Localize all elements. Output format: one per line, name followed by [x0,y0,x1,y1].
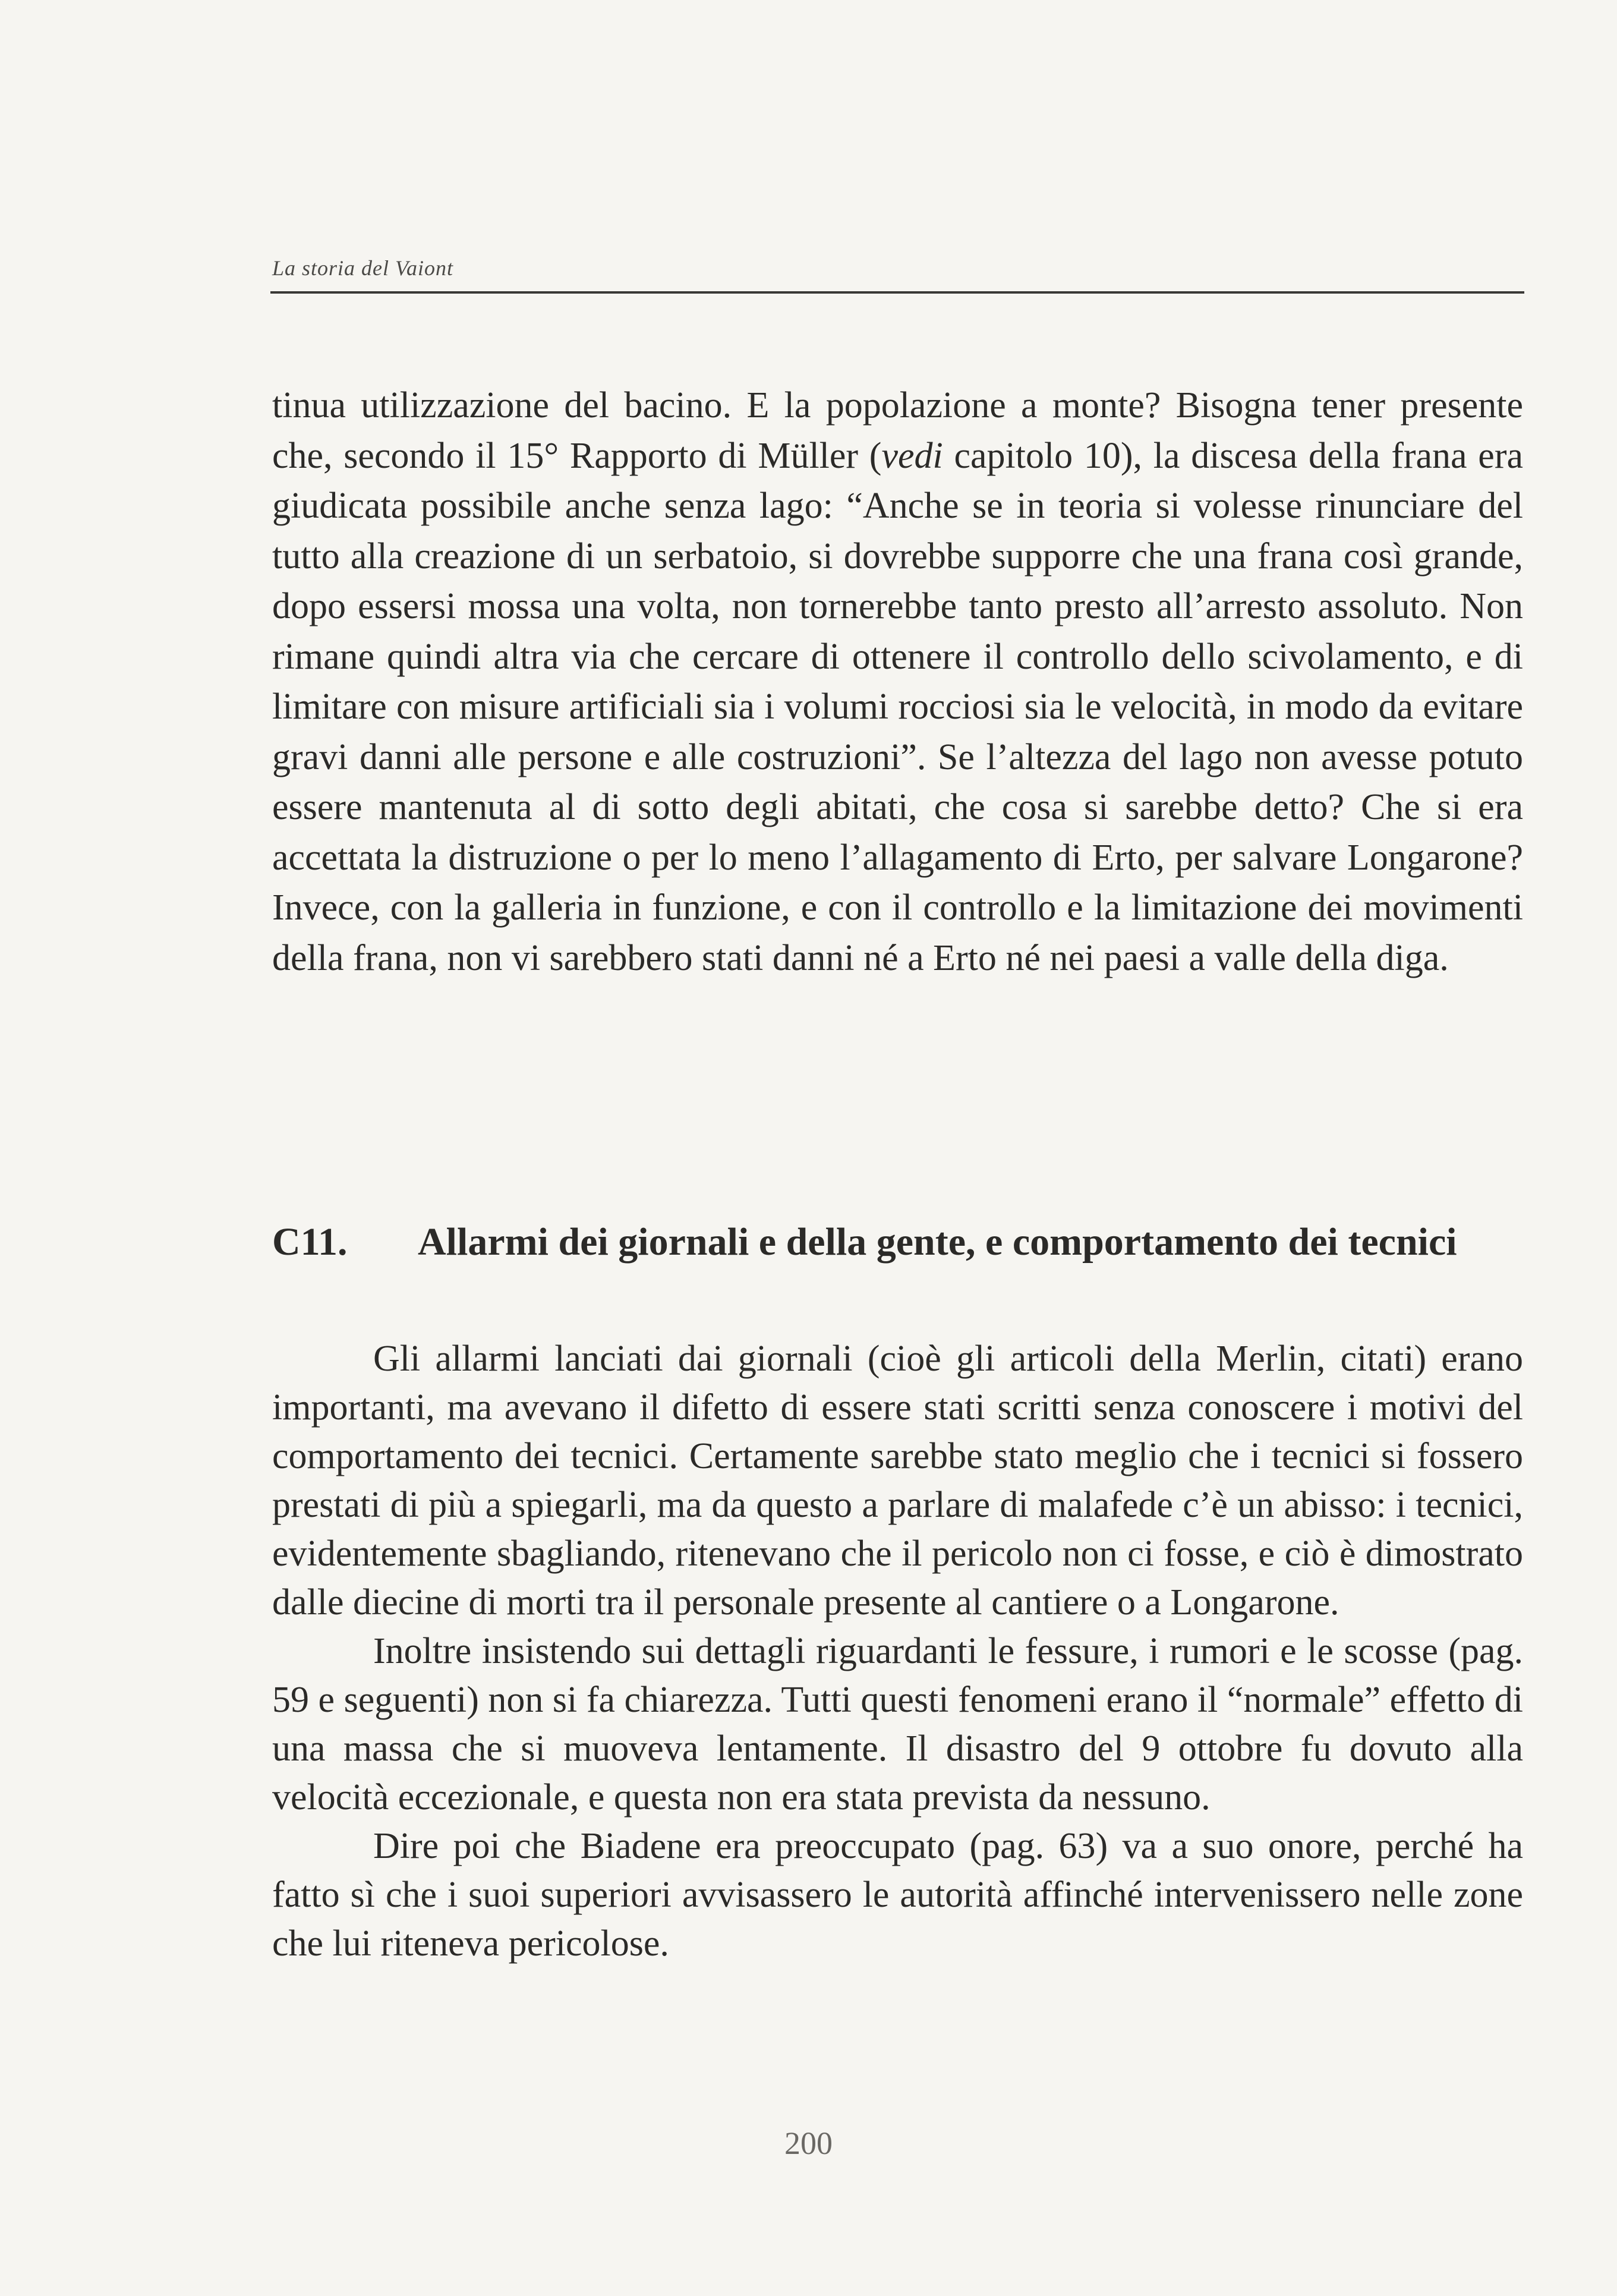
paragraph-text: tinua utilizzazione del bacino. E la popolazione a monte? Bisogna tener presente che, secondo il 15° Rapporto di Müller ( [272,385,1523,476]
section-heading [272,1218,1526,1266]
section-number: C11. [272,1220,348,1264]
page-number: 200 [784,2125,833,2161]
paragraph [272,380,1523,983]
paragraph-text: capitolo 10), la discesa della frana era giudicata possibile anche senza lago: “Anche se in teoria si volesse rinunciare del tutto alla creazione di un serbatoio, si dovrebbe supporre che una frana così grande, dopo essersi mossa una volta, non tornerebbe tanto presto all’arresto assoluto. Non rimane quindi altra via che cercare di ottenere il controllo dello scivolamento, e di limitare con misure artificiali sia i volumi rocciosi sia le velocità, in modo da evitare gravi danni alle persone e alle costruzioni”. Se l’altezza del lago non avesse potuto essere mantenuta al di sotto degli abitati, che cosa si sarebbe detto? Che si era accettata la distruzione o per lo meno l’allagamento di Erto, per salvare Longarone? Invece, con la galleria in funzione, e con il controllo e la limitazione dei movimenti della frana, non vi sarebbero stati danni né a Erto né nei paesi a valle della diga. [272,435,1523,978]
section-title: Allarmi dei giornali e della gente, e comportamento dei tecnici [418,1220,1457,1264]
paragraph: Gli allarmi lanciati dai giornali (cioè gli articoli della Merlin, citati) erano importanti, ma avevano il difetto di essere stati scritti senza conoscere i motivi del comportamento dei tecnici. Certamente sarebbe stato meglio che i tecnici si fossero prestati di più a spiegarli, ma da questo a parlare di malafede c’è un abisso: i tecnici, evidentemente sbagliando, ritenevano che il pericolo non ci fosse, e ciò è dimostrato dalle diecine di morti tra il personale presente al cantiere o a Longarone. [272,1338,1523,1623]
body-text [272,380,1523,983]
italic-text: vedi [881,435,943,476]
paragraph: Dire poi che Biadene era preoccupato (pag. 63) va a suo onore, perché ha fatto sì che i suoi superiori avvisassero le autorità affinché intervenissero nelle zone che lui riteneva pericolose. [272,1826,1523,1964]
header-rule [270,291,1524,294]
running-head: La storia del Vaiont [272,256,454,280]
section-body [272,1334,1523,1968]
paragraph: Inoltre insistendo sui dettagli riguardanti le fessure, i rumori e le scosse (pag. 59 e seguenti) non si fa chiarezza. Tutti questi fenomeni erano il “normale” effetto di una massa che si muoveva lentamente. Il disastro del 9 ottobre fu dovuto alla velocità eccezionale, e questa non era stata prevista da nessuno. [272,1631,1523,1818]
